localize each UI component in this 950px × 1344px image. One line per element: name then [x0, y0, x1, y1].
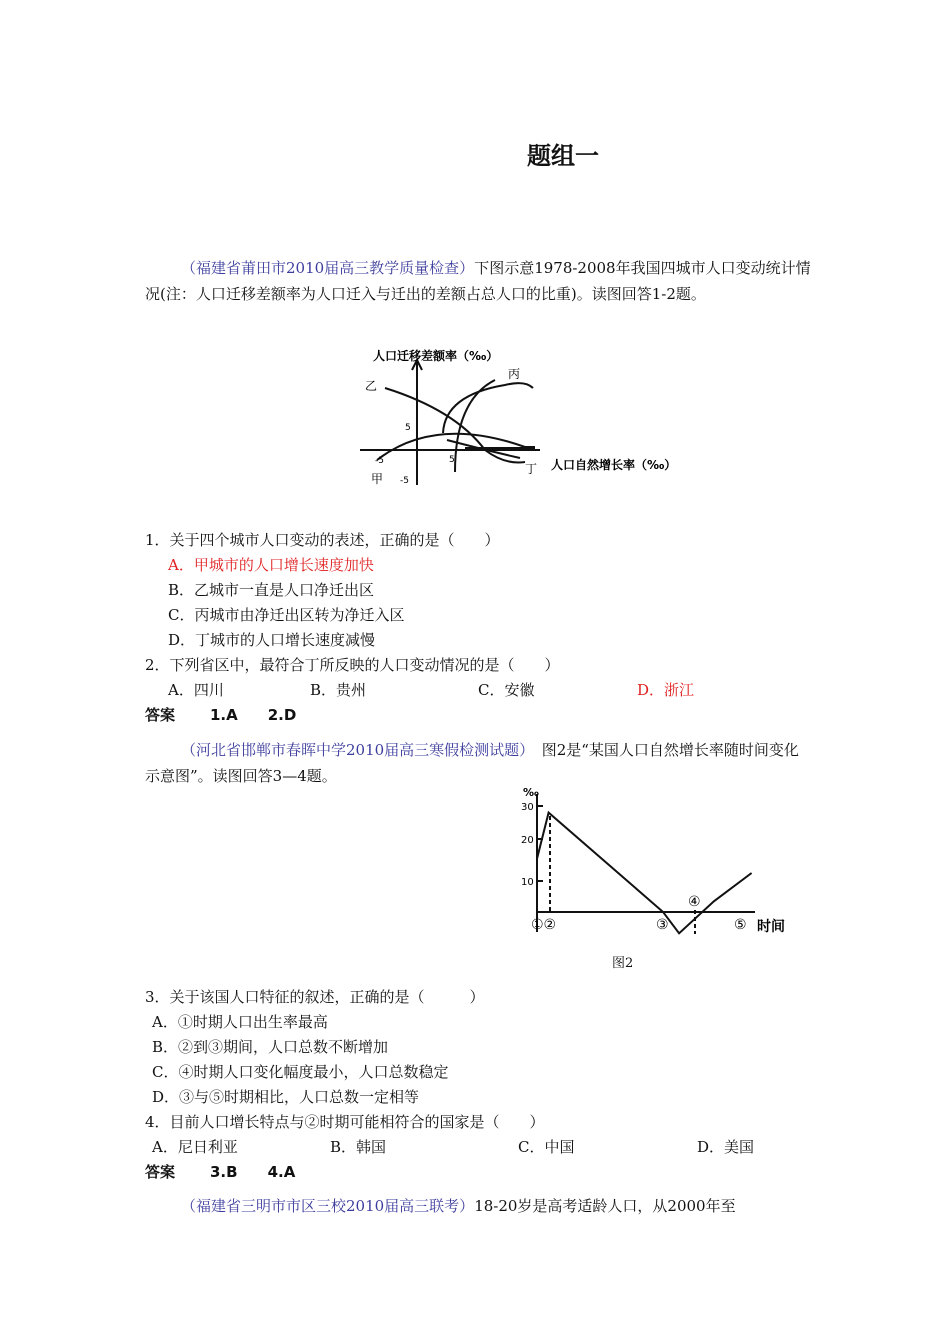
growth-rate-chart: [515, 782, 795, 942]
q2-option-b: B．贵州: [310, 681, 367, 699]
x-axis-label: 时间: [757, 919, 785, 935]
q2-option-d: D．浙江: [637, 681, 695, 699]
answer-label-2: 答案: [145, 1163, 176, 1181]
period-label-5: ⑤: [734, 917, 747, 933]
period-label-1-2: ①②: [531, 917, 557, 933]
group3-intro-text: 18-20岁是高考适龄人口，从2000年至: [474, 1197, 736, 1215]
y-tick-10: 10: [521, 877, 534, 888]
y-axis-unit: ‰: [523, 786, 539, 799]
q4-option-b: B．韩国: [330, 1138, 387, 1156]
q1-option-a: A．甲城市的人口增长速度加快: [168, 556, 374, 574]
y-axis-label: 人口迁移差额率（‰）: [373, 349, 499, 363]
group1-intro: [145, 255, 813, 307]
q3-option-d: D．③与⑤时期相比，人口总数一定相等: [152, 1088, 420, 1106]
x-axis-label: 人口自然增长率（‰）: [551, 458, 677, 472]
answer-text-2: 3.B 4.A: [210, 1163, 296, 1181]
answer-label-1: 答案: [145, 706, 176, 724]
label-yi: 乙: [365, 379, 378, 393]
q3-option-a: A．①时期人口出生率最高: [152, 1013, 328, 1031]
q2-stem: 2．下列省区中，最符合丁所反映的人口变动情况的是（ ）: [145, 656, 560, 674]
q4-option-d: D．美国: [697, 1138, 755, 1156]
y-tick-30: 30: [521, 802, 534, 813]
figure-caption: 图2: [612, 956, 634, 971]
x-tick-neg5: -5: [375, 456, 384, 466]
growth-rate-line: [537, 813, 752, 934]
page-title: 题组一: [527, 142, 599, 170]
q1-option-c: C．丙城市由净迁出区转为净迁入区: [168, 606, 405, 624]
x-tick-5: 5: [449, 455, 455, 465]
q4-stem: 4．目前人口增长特点与②时期可能相符合的国家是（ ）: [145, 1113, 545, 1131]
q3-stem: 3．关于该国人口特征的叙述，正确的是（ ）: [145, 988, 485, 1006]
q2-option-c: C．安徽: [478, 681, 535, 699]
q1-stem: 1．关于四个城市人口变动的表述，正确的是（ ）: [145, 531, 500, 549]
series-bing-curve-a: [443, 383, 533, 433]
y-tick-20: 20: [521, 835, 534, 846]
y-tick-neg5: -5: [400, 476, 409, 486]
label-bing: 丙: [508, 367, 521, 381]
q1-option-b: B．乙城市一直是人口净迁出区: [168, 581, 375, 599]
group1-intro-text: 下图示意1978-2008年我国四城市人口变动统计情况(注：人口迁移差额率为人口迁入与迁出的差额占总人口的比重)。读图回答1-2题。: [145, 259, 811, 303]
y-tick-5: 5: [405, 423, 411, 433]
group2-intro-text: 图2是“某国人口自然增长率随时间变化示意图”。读图回答3—4题。: [145, 741, 799, 785]
q1-option-d: D．丁城市的人口增长速度减慢: [168, 631, 376, 649]
period-label-3: ③: [656, 917, 669, 933]
answer-text-1: 1.A 2.D: [210, 706, 297, 724]
q4-option-c: C．中国: [518, 1138, 575, 1156]
group3-source: （福建省三明市市区三校2010届高三联考）: [181, 1197, 475, 1215]
group3-intro: [145, 1193, 813, 1219]
group2-source: （河北省邯郸市春晖中学2010届高三寒假检测试题）: [181, 741, 527, 759]
group1-source: （福建省莆田市2010届高三教学质量检查）: [181, 259, 475, 277]
period-label-4: ④: [688, 894, 701, 910]
label-jia: 甲: [371, 472, 384, 486]
migration-chart: [355, 340, 695, 490]
q4-option-a: A．尼日利亚: [152, 1138, 238, 1156]
label-ding: 丁: [525, 462, 538, 476]
q2-option-a: A．四川: [168, 681, 224, 699]
q3-option-b: B．②到③期间，人口总数不断增加: [152, 1038, 389, 1056]
q3-option-c: C．④时期人口变化幅度最小，人口总数稳定: [152, 1063, 449, 1081]
